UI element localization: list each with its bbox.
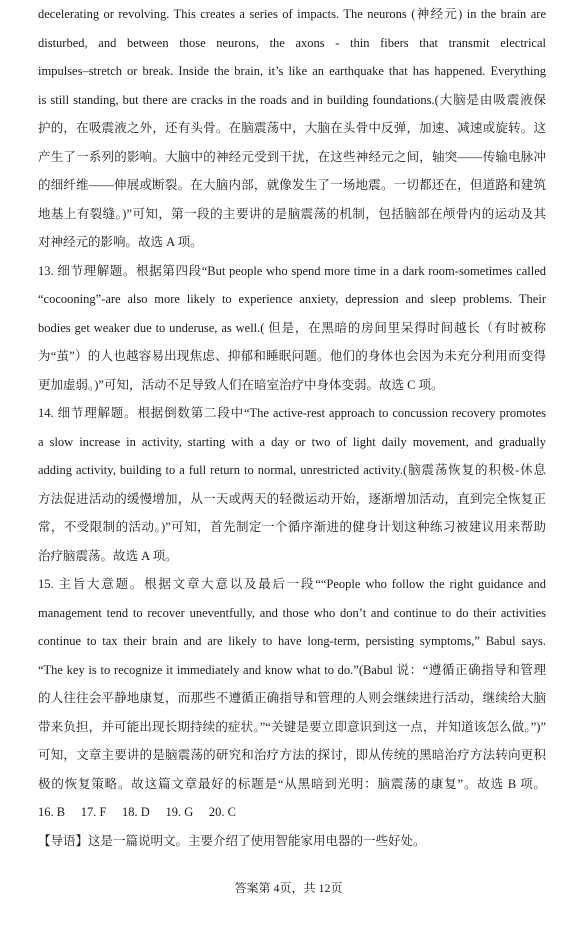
text-line: 护的，在吸震液之外，还有头骨。在脑震荡中，大脑在头骨中反弹，加速、减速或旋转。这 [38, 121, 546, 135]
text-line: 带来负担，并可能出现长期持续的症状。”“关键是要立即意识到这一点，并知道该怎么做。”)” [38, 720, 546, 734]
text-line: is still standing, but there are cracks in the roads and in building foundations.(大脑是由吸震液保 [38, 93, 546, 107]
text-line: 【导语】这是一篇说明文。主要介绍了使用智能家用电器的一些好处。 [38, 834, 426, 848]
text-line: 对神经元的影响。故选 A 项。 [38, 235, 203, 249]
text-line: adding activity, building to a full return to normal, unrestricted activity.(脑震荡恢复的积极-休息 [38, 463, 546, 477]
text-line: management tend to recover uneventfully, and those who don’t and continue to do their activities [38, 606, 546, 620]
text-line: impulses–stretch or break. Inside the brain, it’s like an earthquake that has happened. Everything [38, 64, 546, 78]
text-line: 产生了一系列的影响。大脑中的神经元受到干扰，在这些神经元之间，轴突——传输电脉冲 [38, 150, 546, 164]
answer-key-line: 16. B 17. F 18. D 19. G 20. C [38, 805, 236, 819]
text-line: 常，不受限制的活动。)”可知，首先制定一个循序渐进的健身计划这种练习被建议用来帮助 [38, 520, 546, 534]
text-line: a slow increase in activity, starting with a day or two of light daily movement, and gradually [38, 435, 546, 449]
text-line: 的细纤维——伸展或断裂。在大脑内部，就像发生了一场地震。一切都还在，但道路和建筑 [38, 178, 546, 192]
text-line: 方法促进活动的缓慢增加，从一天或两天的轻微运动开始，逐渐增加活动，直到完全恢复正 [38, 492, 546, 506]
text-line: 13. 细节理解题。根据第四段“But people who spend more time in a dark room-sometimes called [38, 264, 546, 278]
text-line: decelerating or revolving. This creates a series of impacts. The neurons (神经元) in the brain are [38, 7, 546, 21]
text-line: 为“茧”）的人也越容易出现焦虑、抑郁和睡眠问题。他们的身体也会因为未充分利用而变得 [38, 349, 546, 363]
text-line: disturbed, and between those neurons, the axons - thin fibers that transmit electrical [38, 36, 546, 50]
text-line: 15. 主旨大意题。根据文章大意以及最后一段““People who follow the right guidance and [38, 577, 546, 591]
text-line: 更加虚弱。)”可知，活动不足导致人们在暗室治疗中身体变弱。故选 C 项。 [38, 378, 444, 392]
text-line: 极的恢复策略。故这篇文章最好的标题是“从黑暗到光明：脑震荡的康复”。故选 B 项。 [38, 777, 546, 791]
text-line: bodies get weaker due to underuse, as well.( 但是，在黑暗的房间里呆得时间越长（有时被称 [38, 321, 546, 335]
page-footer: 答案第 4页，共 12页 [234, 881, 343, 895]
text-line: 14. 细节理解题。根据倒数第二段中“The active-rest approach to concussion recovery promotes [38, 406, 546, 420]
text-line: continue to tax their brain and are likely to have long-term, persisting symptoms,” Babul says. [38, 634, 546, 648]
text-line: 地基上有裂缝。)”可知，第一段的主要讲的是脑震荡的机制，包括脑部在颅骨内的运动及其 [38, 207, 546, 221]
text-line: “The key is to recognize it immediately and know what to do.”(Babul 说：“遵循正确指导和管理 [38, 663, 546, 677]
text-line: “cocooning”-are also more likely to experience anxiety, depression and sleep problems. Their [38, 292, 546, 306]
text-line: 的人往往会平静地康复，而那些不遵循正确指导和管理的人则会继续进行活动，继续给大脑 [38, 691, 546, 705]
text-line: 治疗脑震荡。故选 A 项。 [38, 549, 178, 563]
text-line: 可知，文章主要讲的是脑震荡的研究和治疗方法的探讨，即从传统的黑暗治疗方法转向更积 [38, 748, 546, 762]
